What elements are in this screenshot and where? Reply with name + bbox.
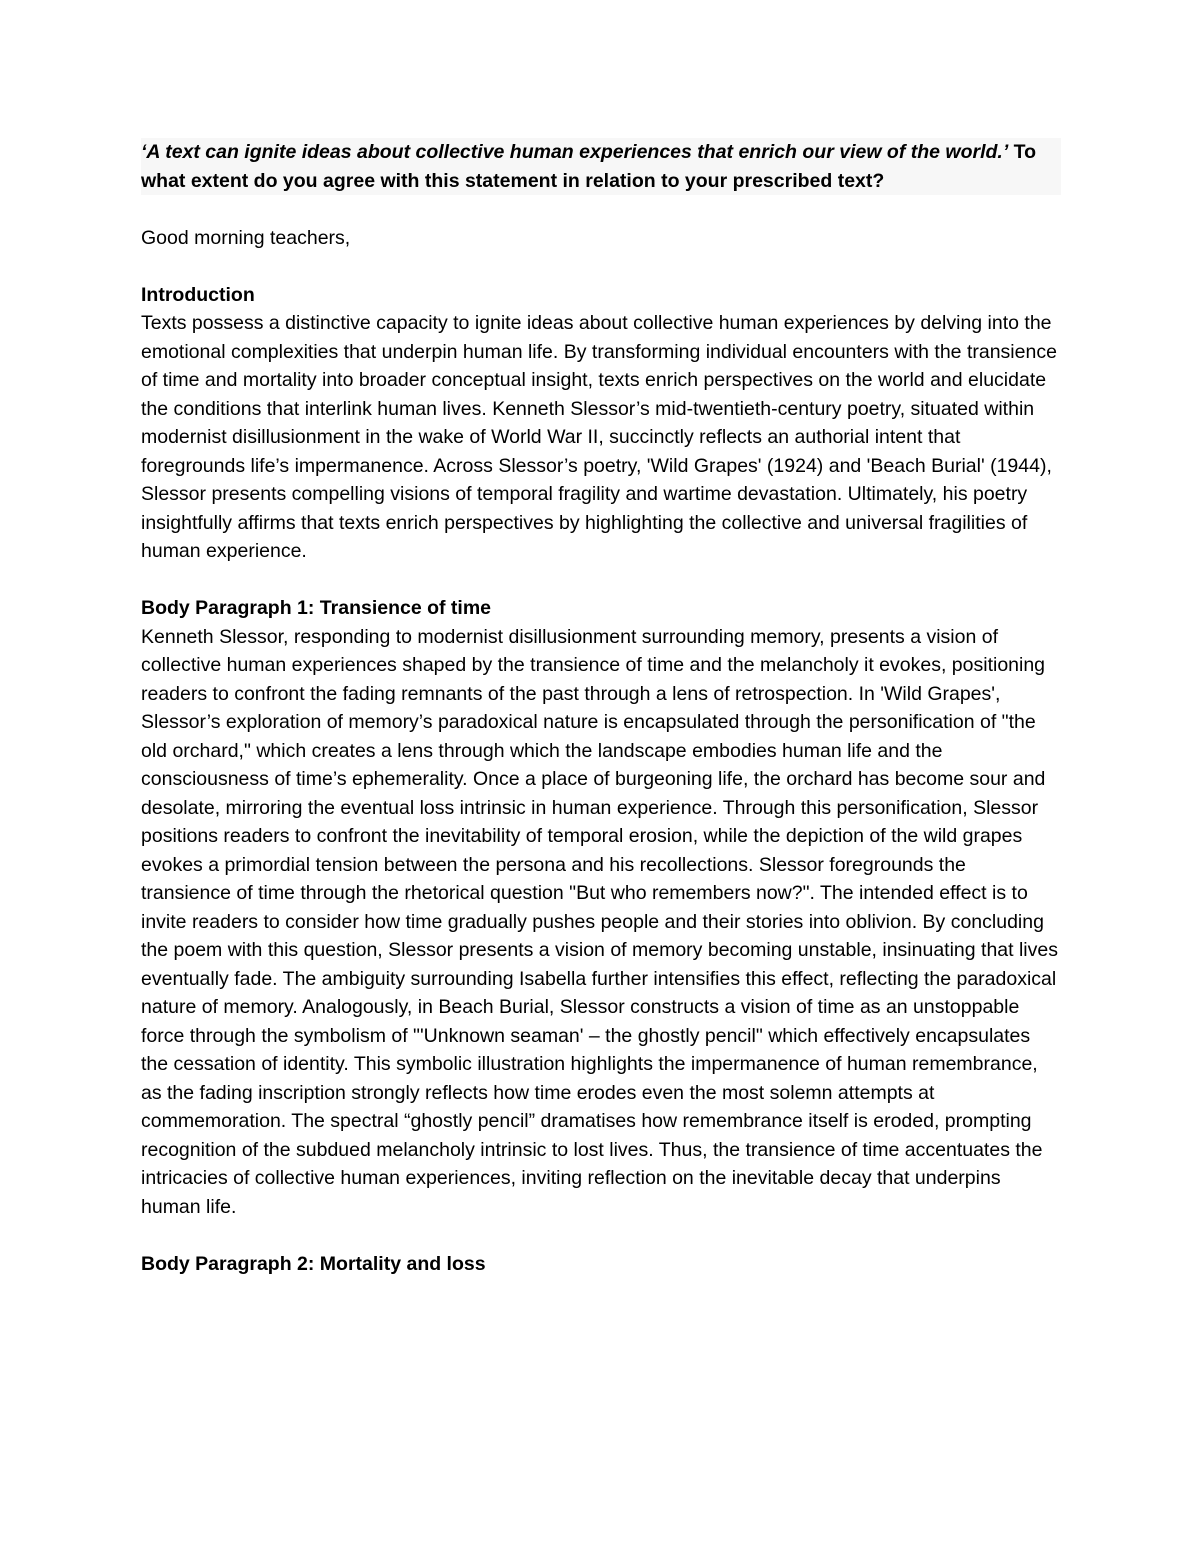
prompt-question: To what extent do you agree with this statement in relation to your prescribed text? [141,141,1037,192]
document-page [141,138,1061,1278]
prompt-quote: ‘A text can ignite ideas about collective human experiences that enrich our view of the world.’ [141,141,1009,163]
greeting: Good morning teachers, [141,226,351,249]
section-heading: Body Paragraph 1: Transience of time [141,597,492,619]
section-heading: Introduction [141,283,255,306]
section-body: Kenneth Slessor, responding to modernist disillusionment surrounding memory, presents a vision of collective human experiences shaped by the transience of time and the melancholy it evokes, positioning readers to confront the fading remnants of the past through a lens of retrospection. In 'Wild Grapes', Slessor’s exploration of memory’s paradoxical nature is encapsulated through the personification of "the old orchard," which creates a lens through which the landscape embodies human life and the consciousness of time’s ephemerality. Once a place of burgeoning life, the orchard has become sour and desolate, mirroring the eventual loss intrinsic in human experience. Through this personification, Slessor positions readers to confront the inevitability of temporal erosion, while the depiction of the wild grapes evokes a primordial tension between the persona and his recollections. Slessor foregrounds the transience of time through the rhetorical question "But who remembers now?". The intended effect is to invite readers to consider how time gradually pushes people and their stories into oblivion. By concluding the poem with this question, Slessor presents a vision of memory becoming unstable, insinuating that lives eventually fade. The ambiguity surrounding Isabella further intensifies this effect, reflecting the paradoxical nature of memory. Analogously, in Beach Burial, Slessor constructs a vision of time as an unstoppable force through the symbolism of "'Unknown seaman' – the ghostly pencil" which effectively encapsulates the cessation of identity. This symbolic illustration highlights the impermanence of human remembrance, as the fading inscription strongly reflects how time erodes even the most solemn attempts at commemoration. The spectral “ghostly pencil” dramatises how remembrance itself is eroded, prompting recognition of the subdued melancholy intrinsic to lost lives. Thus, the transience of time accentuates the intricacies of collective human experiences, inviting reflection on the inevitable decay that underpins human life. [141,625,1058,1218]
section-body: Texts possess a distinctive capacity to ignite ideas about collective human experiences by delving into the emotional complexities that underpin human life. By transforming individual encounters with the transience of time and mortality into broader conceptual insight, texts enrich perspectives on the world and elucidate the conditions that interlink human lives. Kenneth Slessor’s mid-twentieth-century poetry, situated within modernist disillusionment in the wake of World War II, succinctly reflects an authorial intent that foregrounds life’s impermanence. Across Slessor’s poetry, 'Wild Grapes' (1924) and 'Beach Burial' (1944), Slessor presents compelling visions of temporal fragility and wartime devastation. Ultimately, his poetry insightfully affirms that texts enrich perspectives by highlighting the collective and universal fragilities of human experience. [141,312,1057,562]
section-heading: Body Paragraph 2: Mortality and loss [141,1252,486,1275]
section-body-paragraph-2 [141,1250,1061,1279]
essay-prompt [141,138,1061,195]
section-introduction [141,281,1061,566]
section-body-paragraph-1 [141,594,1061,1221]
